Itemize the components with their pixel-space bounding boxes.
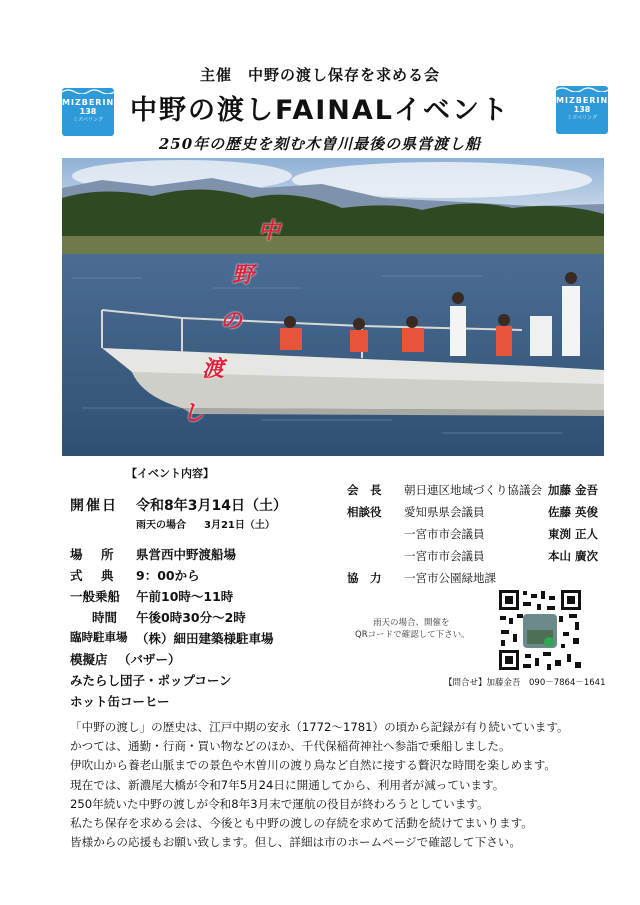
parking-label: 臨時駐車場	[70, 630, 128, 644]
paragraph-line: 「中野の渡し」の歴史は、江戸中期の安永（1772～1781）の頃から記録が有り続いています。	[70, 720, 569, 734]
overlay-char-5: し	[182, 400, 205, 426]
time-label: 時間	[92, 610, 118, 625]
overlay-char-4: 渡	[202, 356, 225, 382]
organizer-line: 主催 中野の渡し保存を求める会	[199, 66, 440, 84]
history-paragraph	[70, 718, 615, 852]
overlay-char-3: の	[220, 308, 243, 334]
overlay-char-2: 野	[232, 262, 255, 288]
venue-label: 場 所	[70, 547, 117, 562]
stall-label: 模擬店	[70, 652, 108, 667]
event-section-label: 【イベント内容】	[126, 467, 214, 480]
badge-line1: MIZBERING	[556, 96, 616, 105]
venue-value: 県営西中野渡船場	[136, 547, 237, 562]
badge-line2: 138	[573, 105, 591, 114]
chair-name: 加藤 金吾	[548, 483, 599, 497]
event-title: 中野の渡しFAINALイベント	[130, 95, 510, 126]
paragraph-line: 現在では、新濃尾大橋が令和7年5月24日に開通してから、利用者が減っています。	[70, 777, 505, 792]
advisor-name-2: 東渕 正人	[548, 527, 599, 541]
boarding-label: 一般乗船	[70, 589, 121, 604]
ferry-photo-illustration	[62, 158, 604, 456]
ceremony-label: 式 典	[70, 568, 117, 583]
cooperation-org: 一宮市公園緑地課	[404, 571, 496, 585]
rain-note-line2: QRコードで確認して下さい。	[355, 630, 470, 640]
mizbering-badge-right	[556, 86, 616, 134]
advisor-org-2: 一宮市市会議員	[404, 527, 485, 541]
advisor-role: 相談役	[347, 505, 382, 519]
advisor-org-1: 愛知県県会議員	[404, 505, 485, 519]
parking-value: （株）細田建築様駐車場	[136, 631, 274, 646]
advisor-name-3: 本山 廣次	[548, 549, 599, 563]
qr-code-icon	[497, 588, 583, 672]
paragraph-line: 皆様からの応援もお願い致します。但し、詳細は市のホームページで確認して下さい。	[70, 835, 521, 850]
stall-items-1: みたらし団子・ポップコーン	[70, 673, 232, 688]
ferry-photo	[62, 158, 604, 456]
paragraph-line: 250年続いた中野の渡しが令和8年3月末で運航の役目が終わろうとしています。	[70, 796, 489, 811]
wave-icon	[556, 86, 608, 92]
event-subtitle: 250年の歴史を刻む木曽川最後の県営渡し船	[158, 135, 482, 153]
stall-items-2: ホット缶コーヒー	[70, 694, 170, 709]
boarding-value-pm: 午後0時30分～2時	[136, 610, 246, 625]
chair-org: 朝日連区地域づくり協議会	[404, 483, 542, 497]
paragraph-line: 私たち保存を求める会は、今後とも中野の渡しの存続を求めて活動を続けてまいります。	[70, 816, 533, 831]
rain-note-line1: 雨天の場合、開催を	[373, 618, 450, 628]
advisor-name-1: 佐藤 英俊	[548, 505, 599, 519]
overlay-char-1: 中	[258, 218, 281, 244]
badge-line3: ミズベリング	[73, 117, 103, 123]
rain-note	[355, 617, 470, 641]
badge-line3: ミズベリング	[567, 115, 597, 121]
chair-role: 会 長	[347, 483, 382, 497]
mizbering-badge-left	[62, 88, 122, 136]
cooperation-role: 協 力	[347, 571, 382, 585]
qr-code[interactable]	[497, 588, 583, 672]
rain-date-label: 雨天の場合	[136, 520, 186, 531]
contact-info: 【問合せ】加藤金吾 090－7864－1641	[444, 678, 606, 688]
ceremony-value: 9：00から	[136, 568, 200, 583]
wave-icon	[62, 88, 114, 94]
date-value: 令和8年3月14日（土）	[136, 498, 287, 514]
rain-date-value: 3月21日（土）	[204, 520, 275, 531]
badge-line2: 138	[79, 107, 97, 116]
advisor-org-3: 一宮市市会議員	[404, 549, 485, 563]
badge-line1: MIZBERING	[62, 98, 122, 107]
boarding-value-am: 午前10時～11時	[136, 589, 234, 604]
paragraph-line: かつては、通勤・行商・買い物などのほか、千代保稲荷神社へ参詣で乗船しました。	[70, 739, 511, 754]
date-label: 開催日	[70, 498, 118, 514]
paragraph-line: 伊吹山から養老山脈までの景色や木曽川の渡り鳥など自然に接する贅沢な時間を楽しめます。	[70, 758, 557, 773]
stall-value: （バザー）	[118, 652, 181, 667]
